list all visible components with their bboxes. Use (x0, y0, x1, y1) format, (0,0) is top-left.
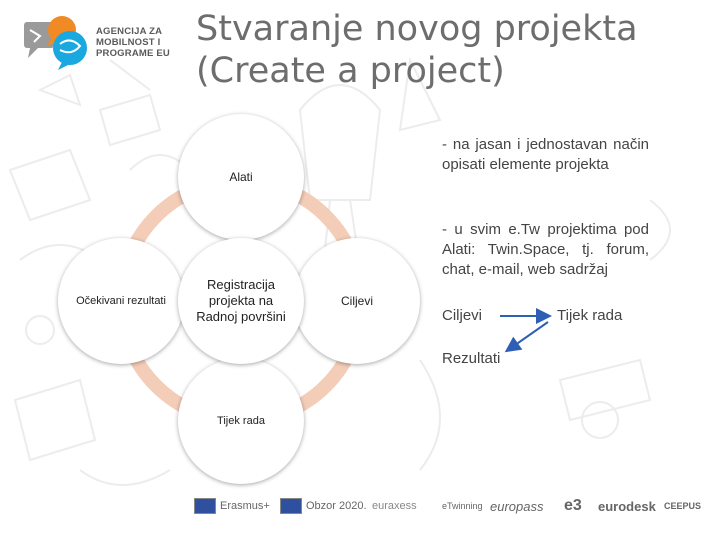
agency-name-line3: PROGRAME EU (96, 48, 170, 59)
etwinning-logo (442, 488, 483, 524)
eurodesk-logo (598, 488, 656, 524)
cycle-center-registracija-label: Registracija projekta na Radnoj površini (196, 277, 286, 324)
flow-label-rezultati: Rezultati (442, 350, 501, 367)
e3-logo (564, 488, 582, 524)
europass-logo-text: europass (490, 498, 544, 514)
obzor-logo-text: Obzor 2020. (306, 500, 367, 512)
ceepus-logo-text: CEEPUS (664, 501, 702, 511)
euraxess-logo (372, 488, 417, 524)
cycle-node-alati (178, 114, 304, 240)
flow-label-tijek-rada: Tijek rada (557, 307, 623, 324)
agency-name-line1: AGENCIJA ZA (96, 26, 163, 37)
eu-flag-icon (280, 498, 302, 514)
footer-logos (190, 488, 710, 524)
bullet-tools: - u svim e.Tw projektima pod Alati: Twin.Space, tj. forum, chat, e-mail, web sadržaj (442, 221, 649, 278)
cycle-node-tijek-rada (178, 358, 304, 484)
e3-logo-text: e3 (564, 497, 582, 514)
erasmus-logo-text: Erasmus+ (220, 500, 270, 512)
cycle-center-registracija (178, 238, 304, 364)
cycle-node-ciljevi (294, 238, 420, 364)
eu-flag-icon (194, 498, 216, 514)
flow-label-ciljevi: Ciljevi (442, 307, 483, 324)
cycle-node-ocekivani-rezultati-label: Očekivani rezultati (76, 295, 166, 307)
slide-title-line1: Stvaranje novog projekta (196, 9, 638, 49)
cycle-node-alati-label: Alati (229, 170, 253, 184)
agency-name-line2: MOBILNOST I (96, 37, 161, 48)
cycle-node-ocekivani-rezultati (58, 238, 184, 364)
erasmus-logo (194, 488, 270, 524)
cycle-node-tijek-rada-label: Tijek rada (217, 415, 265, 427)
eurodesk-logo-text: eurodesk (598, 498, 656, 514)
euraxess-logo-text: euraxess (372, 500, 417, 512)
bullet-describe-elements: - na jasan i jednostavan način opisati elemente projekta (442, 136, 649, 173)
europass-logo (490, 488, 543, 524)
ceepus-logo (664, 488, 701, 524)
obzor-logo (280, 488, 367, 524)
etwinning-logo-text: eTwinning (442, 501, 483, 511)
slide-title-line2: (Create a project) (196, 51, 505, 91)
cycle-node-ciljevi-label: Ciljevi (340, 294, 373, 308)
